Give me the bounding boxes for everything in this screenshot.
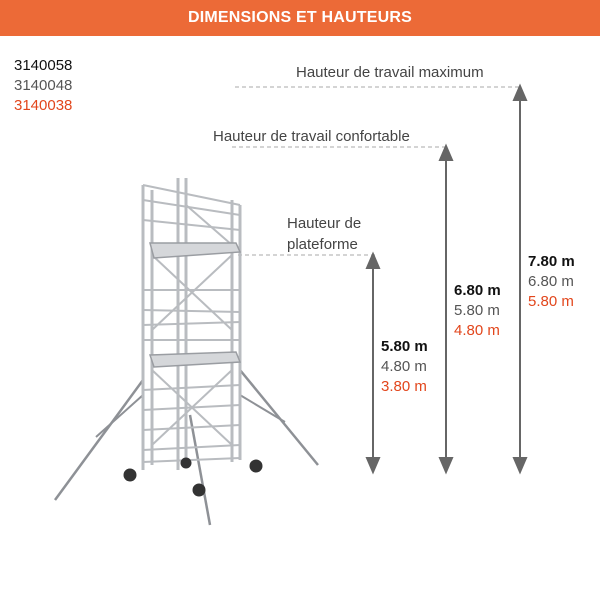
- value-3140048: 6.80 m: [528, 273, 574, 290]
- value-3140038: 5.80 m: [528, 293, 574, 310]
- value-3140058: 7.80 m: [528, 253, 575, 270]
- value-3140038: 4.80 m: [454, 322, 500, 339]
- value-3140058: 5.80 m: [381, 338, 428, 355]
- label-max-working-height: Hauteur de travail maximum: [296, 64, 484, 81]
- values-comfortable-working-height: [454, 281, 501, 341]
- platform-height-arrow: [367, 254, 379, 472]
- reference-1: 3140058: [14, 57, 73, 74]
- reference-2: 3140048: [14, 77, 73, 94]
- label-platform-height-line1: Hauteur de: [287, 215, 362, 232]
- max-height-arrow: [514, 86, 526, 472]
- values-max-working-height: [528, 252, 575, 312]
- values-platform-height: [381, 337, 428, 397]
- page-title: DIMENSIONS ET HAUTEURS: [188, 9, 412, 26]
- value-3140058: 6.80 m: [454, 282, 501, 299]
- value-3140048: 4.80 m: [381, 358, 427, 375]
- label-comfortable-working-height: Hauteur de travail confortable: [213, 128, 410, 145]
- comfort-height-arrow: [440, 146, 452, 472]
- value-3140038: 3.80 m: [381, 378, 427, 395]
- mobile-scaffold-tower-icon: [55, 178, 318, 525]
- reference-3: 3140038: [14, 97, 73, 114]
- value-3140048: 5.80 m: [454, 302, 500, 319]
- label-platform-height-line2: plateforme: [287, 236, 358, 253]
